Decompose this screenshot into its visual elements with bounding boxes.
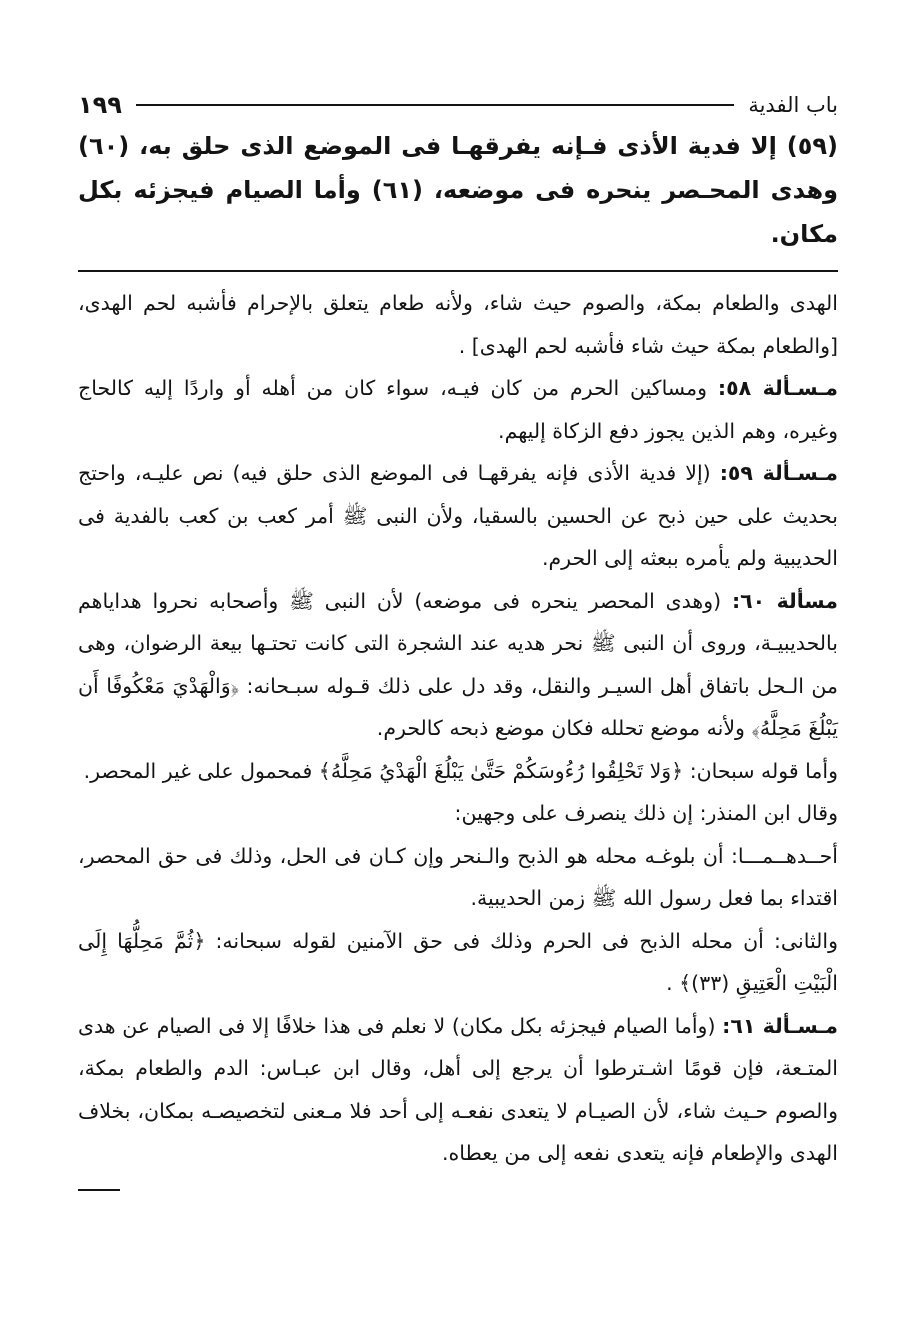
masala-label: مـسـألة ٥٨: [717,376,838,400]
paragraph-text: أن محله الذبح فى الحرم وذلك فى حق الآمنين لقوله سبحانه: ﴿ثُمَّ مَحِلُّهَا إِلَى الْبَيْتِ الْعَتِيقِ (٣٣)﴾ . [78,928,838,995]
matn-text [78,124,838,256]
masala-label: مسألة ٦٠: [731,588,838,613]
commentary-paragraph [78,920,838,1005]
commentary-paragraph [78,750,838,793]
paragraph-text: وأما قوله سبحان: ﴿وَلا تَحْلِقُوا رُءُوسَكُمْ حَتَّىٰ يَبْلُغَ الْهَدْيُ مَحِلَّهُ﴾ فمحمول على غير المحصر. [83,758,838,783]
section-divider [78,270,838,272]
running-header [78,88,838,122]
paragraph-text: (وهدى المحصر ينحره فى موضعه) لأن النبى ﷺ وأصحابه نحروا هداياهم بالحديبيـة، وروى أن النبى ﷺ نحر هديه عند الشجرة التى كانت تحتـها بيعة الرضوان، وهى من الـحل باتفاق أهل السيـر والنقل، وقد دل على ذلك قـوله سبـحانه: ﴿وَالْهَدْيَ مَعْكُوفًا أَن يَبْلُغَ مَحِلَّهُ﴾ ولأنه موضع تحلله فكان موضع ذبحه كالحرم. [78,588,838,740]
commentary-paragraph [78,792,838,835]
header-rule [136,104,734,106]
masala-label: مـسـألة ٥٩: [719,461,839,485]
paragraph-text: الهدى والطعام بمكة، والصوم حيث شاء، ولأنه طعام يتعلق بالإحرام فأشبه لحم الهدى، [والطعام بمكة حيث شاء فأشبه لحم الهدى] . [78,291,838,358]
point-label: أحــدهــمـــا: [731,843,838,868]
chapter-title: باب الفدية [748,93,838,117]
commentary-paragraph [78,835,838,920]
masala-label: مـسـألة ٦١: [722,1013,839,1038]
paragraph-text: (إلا فدية الأذى فإنه يفرقهـا فى الموضع الذى حلق فيه) نص عليـه، واحتج بحديث على حين ذبح عن الحسين بالسقيا، ولأن النبى ﷺ أمر كعب بن كعب بالفدية فى الحديبية ولم يأمره ببعثه إلى الحرم. [78,461,838,570]
commentary-paragraph [78,282,838,367]
page [78,88,838,1191]
paragraph-text: (وأما الصيام فيجزئه بكل مكان) لا نعلم فى هذا خلافًا إلا فى الصيام عن هدى المتـعة، فإن قومًا اشـترطوا أن يرجع إلى أهل، وقال ابن عبـاس: الدم والطعام بمكة، والصوم حـيث شاء، لأن الصيـام لا يتعدى نفعـه إلى أحد فلا مـعنى لتخصيصـه بمكان، بخلاف الهدى والإطعام فإنه يتعدى نفعه إلى من يعطاه. [78,1013,838,1165]
paragraph-text: وقال ابن المنذر: إن ذلك ينصرف على وجهين: [454,801,838,825]
paragraph-text: ومساكين الحرم من كان فيـه، سواء كان من أهله أو واردًا إليه كالحاج وغيره، وهم الذين يجوز دفع الزكاة إليهم. [78,376,838,443]
commentary-paragraph [78,367,838,452]
end-mark [78,1189,120,1191]
commentary-paragraph [78,580,838,750]
page-number: ١٩٩ [78,91,122,119]
paragraph-text: أن بلوغـه محله هو الذبح والـنحر وإن كـان فى الحل، وذلك فى حق المحصر، اقتداء بما فعل رسول الله ﷺ زمن الحديبية. [78,843,838,910]
matn-paragraph: (٥٩) إلا فدية الأذى فـإنه يفرقهـا فى الموضع الذى حلق به، (٦٠) وهدى المحـصر ينحره فى موضعه، (٦١) وأما الصيام فيجزئه بكل مكان. [78,132,839,248]
commentary-paragraph [78,1005,838,1175]
point-label: والثانى: [774,928,838,953]
commentary-paragraph [78,452,838,580]
commentary [78,282,838,1175]
